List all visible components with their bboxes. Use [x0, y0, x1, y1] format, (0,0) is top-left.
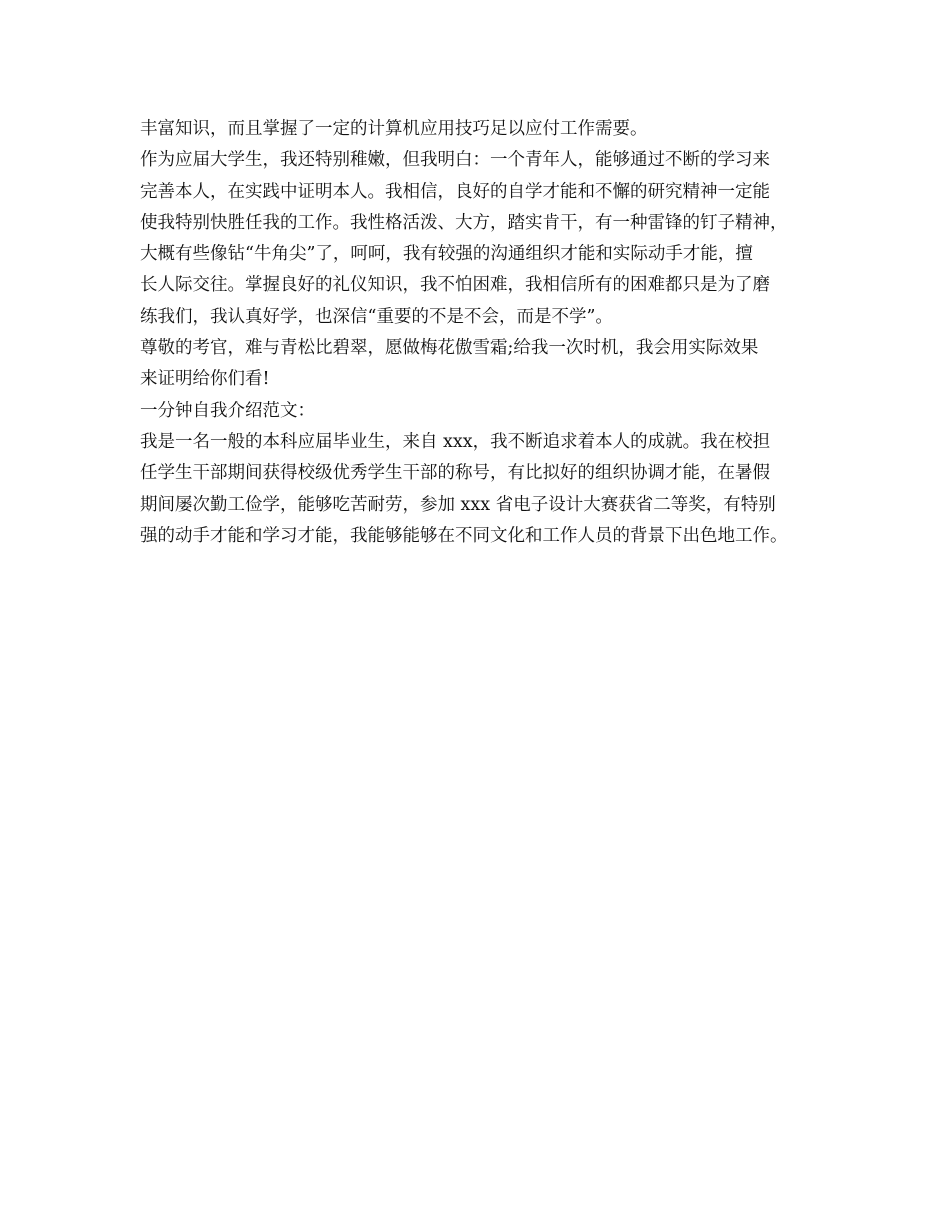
- text-line: 长人际交往。掌握良好的礼仪知识，我不怕困难，我相信所有的困难都只是为了磨: [140, 275, 770, 296]
- text-line: 作为应届大学生，我还特别稚嫩，但我明白：一个青年人，能够通过不断的学习来: [140, 150, 770, 171]
- text-line: 尊敬的考官，难与青松比碧翠，愿做梅花傲雪霜;给我一次时机，我会用实际效果: [140, 338, 759, 359]
- text-line: 完善本人，在实践中证明本人。我相信，良好的自学才能和不懈的研究精神一定能: [140, 181, 770, 202]
- text-line: 练我们，我认真好学，也深信“重要的不是不会，而是不学”。: [140, 306, 613, 327]
- text-line: 使我特别快胜任我的工作。我性格活泼、大方，踏实肯干，有一种雷锋的钉子精神，: [140, 212, 788, 233]
- text-line: 任学生干部期间获得校级优秀学生干部的称号，有比拟好的组织协调才能，在暑假: [140, 463, 770, 484]
- text-line: 大概有些像钻“牛角尖”了，呵呵，我有较强的沟通组织才能和实际动手才能，擅: [140, 244, 753, 265]
- text-line: 来证明给你们看!: [140, 369, 270, 390]
- text-line: 我是一名一般的本科应届毕业生，来自 xxx，我不断追求着本人的成就。我在校担: [140, 431, 771, 452]
- section-heading: 一分钟自我介绍范文：: [140, 400, 315, 421]
- text-line: 强的动手才能和学习才能，我能够能够在不同文化和工作人员的背景下出色地工作。: [140, 525, 788, 546]
- document-body: [140, 114, 820, 552]
- text-line: 丰富知识，而且掌握了一定的计算机应用技巧足以应付工作需要。: [140, 119, 648, 139]
- text-line: 期间屡次勤工俭学，能够吃苦耐劳，参加 xxx 省电子设计大赛获省二等奖，有特别: [140, 494, 776, 515]
